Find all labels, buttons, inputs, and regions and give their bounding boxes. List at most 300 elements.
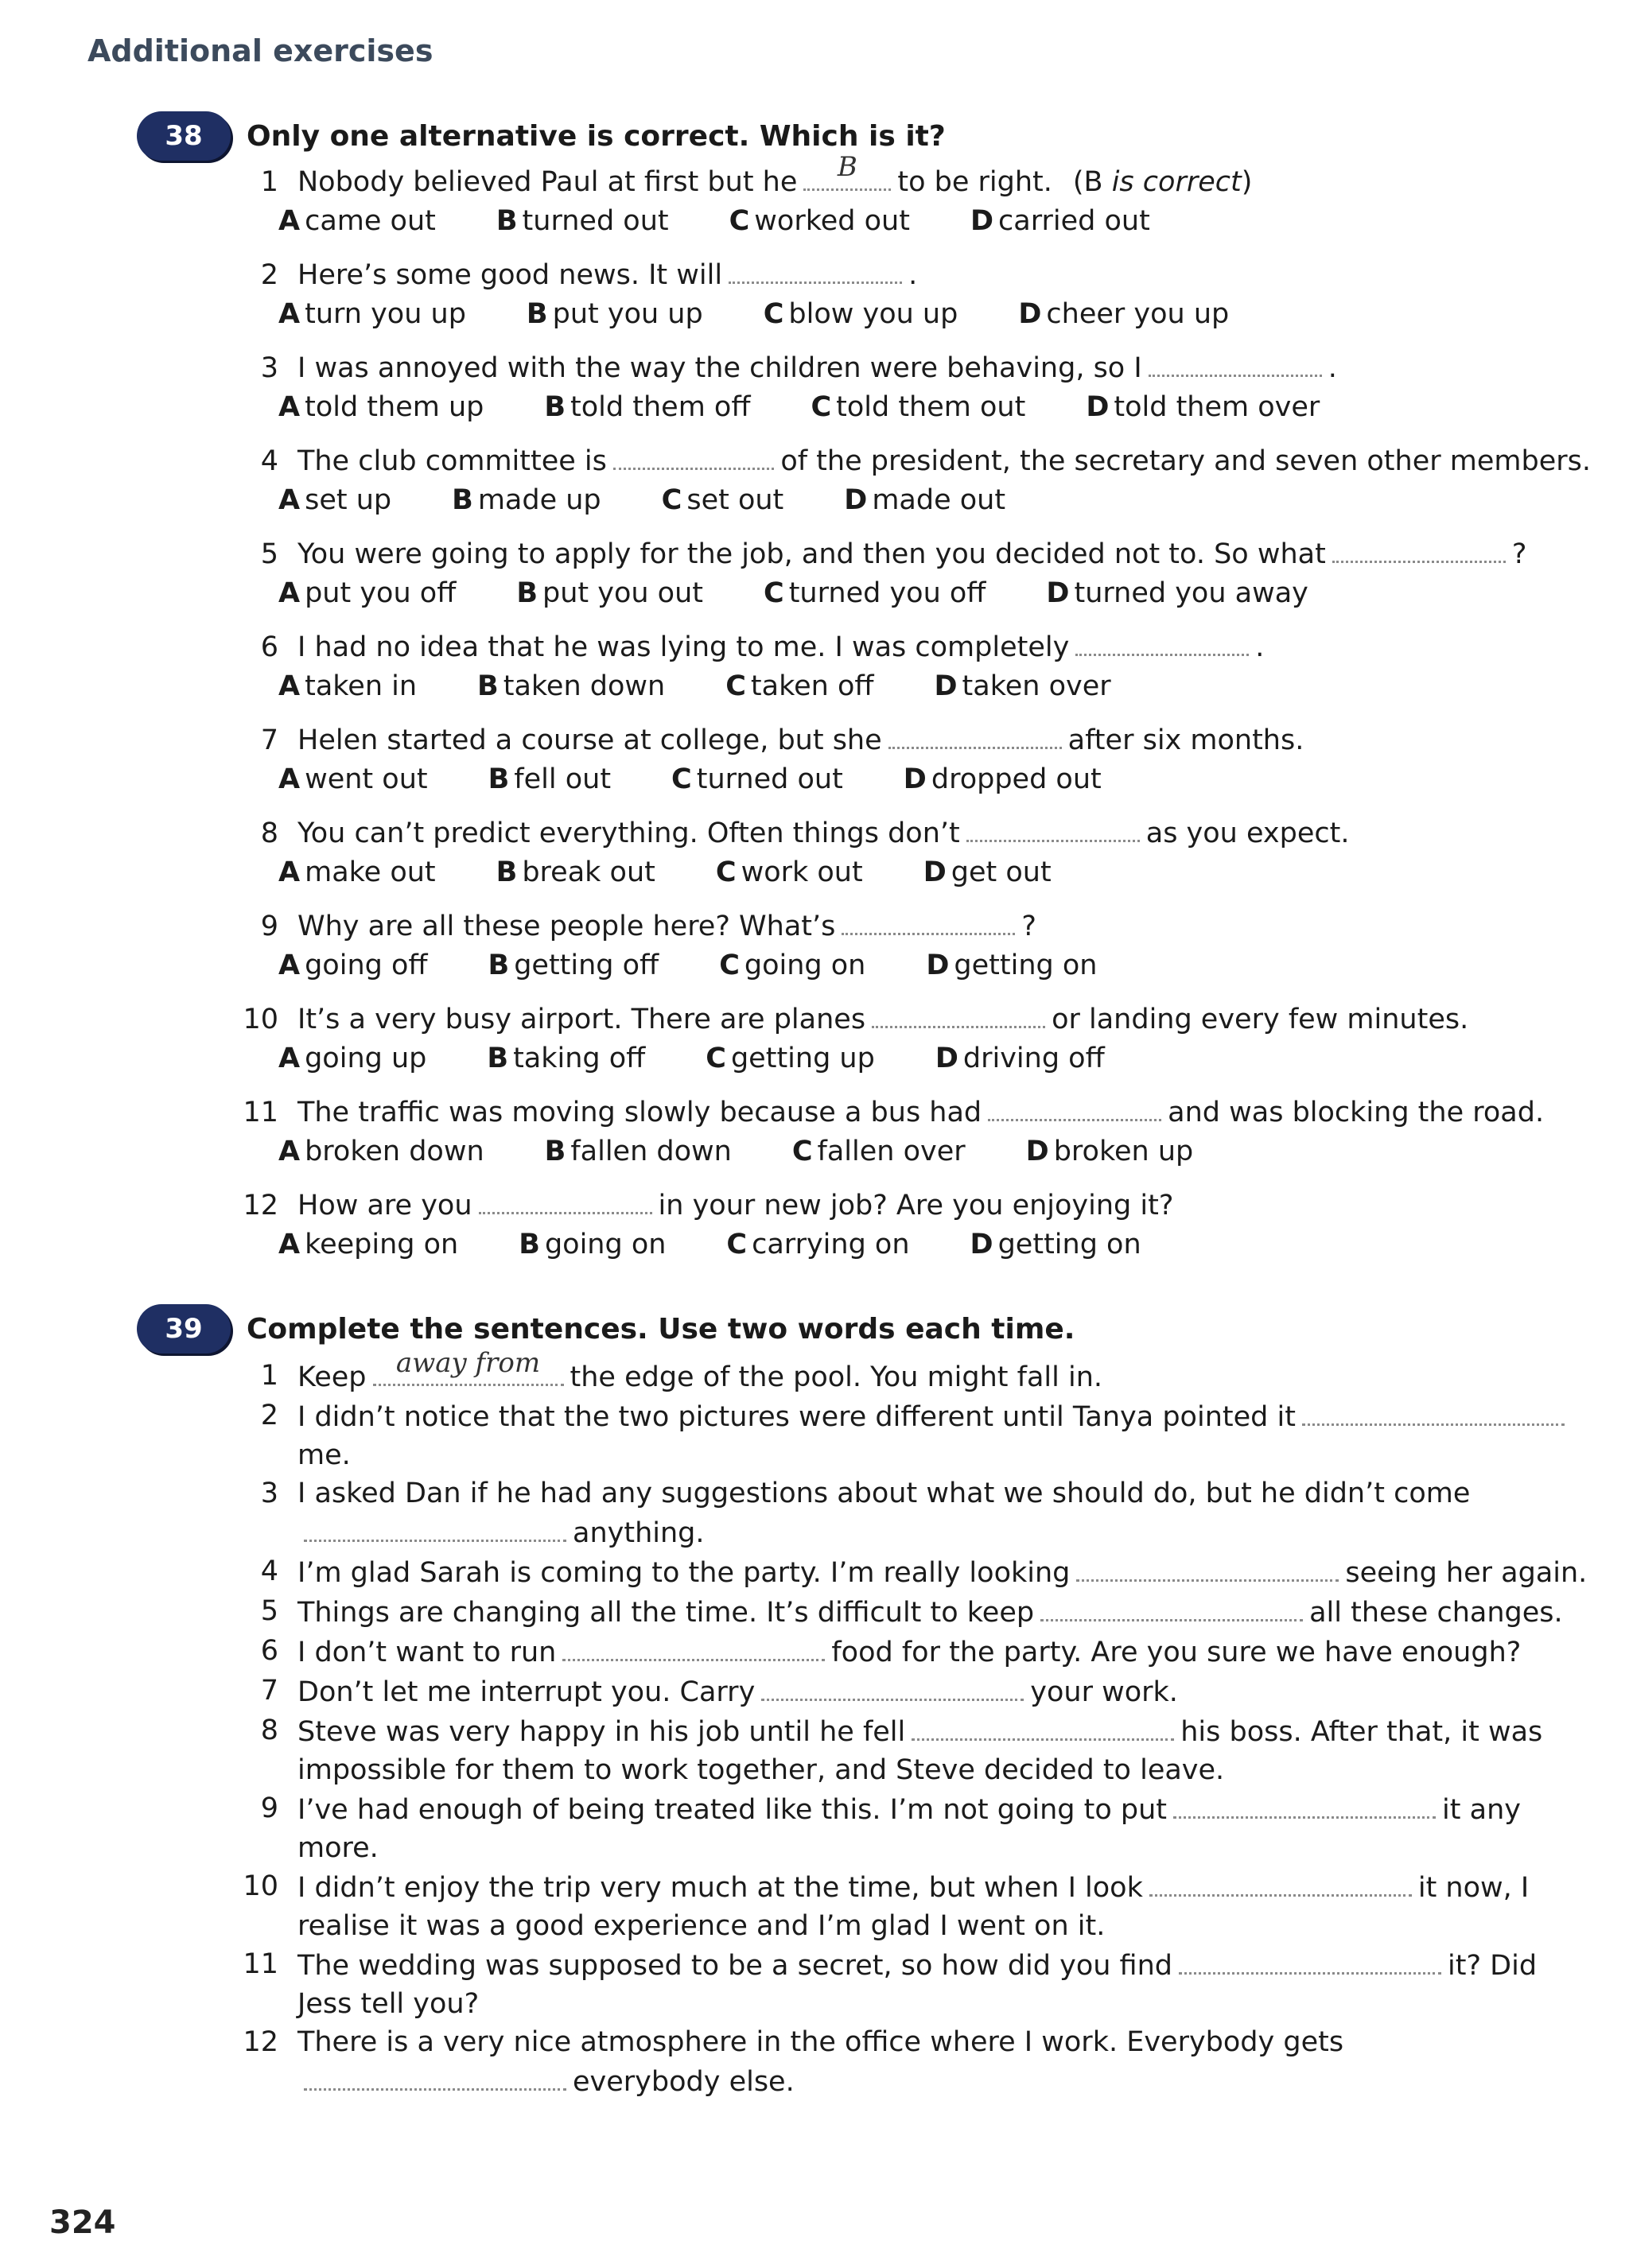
option-letter: D	[844, 484, 868, 516]
answer-blank[interactable]	[1149, 348, 1322, 377]
exercise-number-badge: 38	[137, 111, 231, 161]
option-letter: C	[671, 763, 692, 795]
option-text: fallen over	[817, 1136, 966, 1167]
question-item	[223, 1092, 1591, 1171]
option-letter: B	[487, 1043, 509, 1074]
answer-option[interactable]	[278, 574, 456, 612]
option-letter: A	[278, 298, 301, 330]
question-number: 12	[243, 1190, 278, 1221]
sentence-pre: Keep	[297, 1361, 367, 1393]
question-number: 10	[243, 1004, 278, 1035]
answer-option[interactable]	[452, 481, 601, 519]
option-letter: A	[278, 391, 301, 423]
answer-option[interactable]	[1018, 295, 1229, 333]
exercise-38-questions	[223, 151, 1591, 1278]
option-text: fell out	[514, 763, 612, 795]
option-letter: B	[488, 763, 510, 795]
answer-blank[interactable]	[1173, 1789, 1436, 1819]
option-letter: B	[526, 298, 548, 330]
sentence-number: 11	[243, 1948, 278, 1980]
question-text: It’s a very busy airport. There are planes	[297, 1004, 866, 1035]
question-text: You can’t predict everything. Often things don’t	[297, 817, 960, 849]
answer-blank[interactable]	[1149, 1867, 1412, 1897]
question-text: Here’s some good news. It will	[297, 259, 723, 291]
answer-option[interactable]	[729, 202, 910, 240]
sentence-post: it now, I realise it was a good experience and I’m glad I went on it.	[297, 1872, 1530, 1942]
option-text: getting up	[730, 1043, 875, 1074]
sentence-pre: I asked Dan if he had any suggestions about what we should do, but he didn’t come	[297, 1478, 1471, 1509]
option-letter: D	[1025, 1136, 1049, 1167]
option-letter: B	[496, 856, 518, 888]
answer-options	[223, 295, 1591, 333]
answer-blank[interactable]	[988, 1092, 1161, 1121]
question-number: 6	[260, 631, 278, 663]
sentence-text	[297, 1789, 1591, 1867]
sentence-post: everybody else.	[573, 2066, 795, 2098]
option-text: told them up	[305, 391, 484, 423]
option-text: fallen down	[570, 1136, 732, 1167]
question-text: The traffic was moving slowly because a bus had	[297, 1097, 982, 1128]
option-letter: A	[278, 577, 301, 609]
answer-option[interactable]	[970, 202, 1150, 240]
sentence-pre: I didn’t notice that the two pictures were different until Tanya pointed it	[297, 1401, 1296, 1433]
option-letter: B	[488, 950, 510, 981]
sentence-pre: Don’t let me interrupt you. Carry	[297, 1676, 756, 1708]
answer-options	[223, 388, 1591, 426]
answer-option[interactable]	[477, 667, 665, 705]
exercise-number-badge: 39	[137, 1304, 231, 1353]
sentence-number: 4	[260, 1555, 278, 1587]
option-text: came out	[305, 205, 436, 237]
sentence-post: me.	[297, 1439, 351, 1471]
answer-option[interactable]	[278, 1225, 458, 1264]
option-letter: C	[661, 484, 682, 516]
sentence-text	[297, 1474, 1591, 1552]
option-letter: D	[903, 763, 927, 795]
option-text: put you off	[305, 577, 457, 609]
option-text: work out	[741, 856, 863, 888]
option-letter: D	[923, 856, 947, 888]
answer-option[interactable]	[516, 574, 703, 612]
question-number: 3	[260, 352, 278, 384]
option-text: driving off	[962, 1043, 1105, 1074]
option-text: going up	[305, 1043, 427, 1074]
sentence-number: 12	[243, 2026, 278, 2058]
answer-option[interactable]	[278, 1132, 484, 1171]
question-text-end: .	[1255, 631, 1265, 663]
answer-blank[interactable]	[304, 1513, 566, 1542]
sentence-post: seeing her again.	[1345, 1557, 1588, 1589]
question-line	[223, 151, 1591, 202]
answer-blank[interactable]	[613, 441, 774, 470]
answer-option[interactable]	[527, 295, 703, 333]
sentence-item	[223, 1711, 1591, 1789]
sentence-post: your work.	[1030, 1676, 1178, 1708]
answer-option[interactable]	[671, 760, 843, 798]
answer-blank[interactable]	[761, 1672, 1024, 1701]
option-text: turned you away	[1074, 577, 1308, 609]
question-number: 9	[260, 911, 278, 942]
option-letter: B	[496, 205, 518, 237]
option-letter: D	[1018, 298, 1042, 330]
sentence-number: 7	[260, 1675, 278, 1707]
option-letter: A	[278, 763, 301, 795]
answer-blank[interactable]	[304, 2061, 566, 2091]
sentence-pre: The wedding was supposed to be a secret, so how did you find	[297, 1950, 1173, 1982]
option-text: cheer you up	[1046, 298, 1230, 330]
sentence-text	[297, 1632, 1591, 1672]
answer-blank[interactable]	[479, 1185, 652, 1214]
answer-option[interactable]	[544, 388, 750, 426]
option-letter: A	[278, 1136, 301, 1167]
sentence-text	[297, 2023, 1591, 2101]
sentence-post: food for the party. Are you sure we have enough?	[831, 1637, 1522, 1668]
answer-option[interactable]	[278, 667, 417, 705]
option-text: set out	[686, 484, 784, 516]
question-text: Nobody believed Paul at first but he	[297, 166, 798, 198]
question-line	[223, 999, 1591, 1039]
question-item	[223, 720, 1591, 798]
answer-blank[interactable]	[872, 999, 1045, 1028]
option-text: get out	[951, 856, 1052, 888]
answer-option[interactable]	[278, 295, 466, 333]
option-text: keeping on	[305, 1229, 459, 1260]
answer-option[interactable]	[716, 853, 863, 891]
answer-option[interactable]	[726, 1225, 909, 1264]
option-text: taken over	[962, 670, 1111, 702]
answer-option[interactable]	[278, 202, 436, 240]
sentence-post: it any more.	[297, 1794, 1521, 1864]
question-line	[223, 1092, 1591, 1132]
question-text-end: ?	[1511, 538, 1527, 570]
answer-option[interactable]	[278, 1039, 426, 1078]
question-line	[223, 1185, 1591, 1225]
note-close: )	[1241, 166, 1253, 198]
answer-option[interactable]	[278, 946, 428, 984]
question-text-end: ?	[1021, 911, 1036, 942]
sentence-item	[223, 1672, 1591, 1711]
page-number: 324	[49, 2204, 116, 2241]
answer-blank[interactable]	[729, 254, 902, 284]
option-letter: A	[278, 670, 301, 702]
answer-options	[223, 853, 1591, 891]
answer-option[interactable]	[1046, 574, 1308, 612]
option-text: turned you off	[788, 577, 986, 609]
option-text: broken down	[305, 1136, 484, 1167]
answer-blank[interactable]	[562, 1632, 825, 1661]
option-text: told them off	[570, 391, 751, 423]
sentence-number: 3	[260, 1478, 278, 1509]
option-letter: B	[544, 1136, 566, 1167]
answer-options	[223, 1132, 1591, 1171]
answer-blank[interactable]	[966, 813, 1140, 842]
question-text: How are you	[297, 1190, 472, 1221]
answer-blank[interactable]	[1302, 1396, 1565, 1426]
option-text: going off	[305, 950, 428, 981]
option-letter: C	[791, 1136, 813, 1167]
option-text: broken up	[1053, 1136, 1194, 1167]
answer-blank[interactable]	[373, 1347, 564, 1386]
sentence-text	[297, 1396, 1591, 1474]
option-letter: D	[970, 1229, 993, 1260]
answer-blank[interactable]	[1075, 627, 1249, 656]
answer-options	[223, 1039, 1591, 1078]
question-number: 2	[260, 259, 278, 291]
sentence-item	[223, 1867, 1591, 1945]
answer-option[interactable]	[935, 1039, 1105, 1078]
answer-option[interactable]	[844, 481, 1005, 519]
option-letter: C	[719, 950, 740, 981]
option-text: put you out	[542, 577, 704, 609]
sentence-number: 10	[243, 1870, 278, 1902]
sentence-post: it? Did Jess tell you?	[297, 1950, 1538, 2020]
sentence-post: all these changes.	[1309, 1597, 1563, 1629]
answer-option[interactable]	[706, 1039, 875, 1078]
answer-option[interactable]	[662, 481, 784, 519]
page-header: Additional exercises	[87, 33, 433, 68]
answer-option[interactable]	[496, 853, 655, 891]
question-line	[223, 348, 1591, 388]
option-letter: A	[278, 1229, 301, 1260]
question-text-end: in your new job? Are you enjoying it?	[658, 1190, 1174, 1221]
option-text: put you up	[552, 298, 703, 330]
option-text: dropped out	[931, 763, 1102, 795]
option-text: getting on	[997, 1229, 1141, 1260]
question-line	[223, 720, 1591, 760]
question-text-end: .	[1328, 352, 1337, 384]
question-number: 4	[260, 445, 278, 477]
option-letter: A	[278, 856, 301, 888]
option-text: getting off	[514, 950, 659, 981]
question-text-end: and was blocking the road.	[1168, 1097, 1545, 1128]
option-letter: B	[544, 391, 566, 423]
question-item	[223, 813, 1591, 891]
option-text: taken in	[305, 670, 418, 702]
sentence-text	[297, 1592, 1591, 1632]
sentence-item	[223, 1789, 1591, 1867]
option-text: made up	[477, 484, 601, 516]
sentence-number: 1	[260, 1360, 278, 1392]
sentence-post: the edge of the pool. You might fall in.	[570, 1361, 1103, 1393]
question-number: 1	[260, 166, 278, 198]
answer-blank[interactable]	[912, 1711, 1174, 1741]
option-letter: C	[706, 1043, 726, 1074]
option-text: told them over	[1114, 391, 1320, 423]
question-text-end: .	[908, 259, 918, 291]
question-text: I was annoyed with the way the children were behaving, so I	[297, 352, 1142, 384]
answer-option[interactable]	[1086, 388, 1320, 426]
sentence-text	[297, 1945, 1591, 2023]
handwritten-answer: away from	[395, 1347, 541, 1379]
option-letter: B	[519, 1229, 540, 1260]
answer-option[interactable]	[725, 667, 873, 705]
option-text: told them out	[836, 391, 1026, 423]
sentence-text	[297, 1867, 1591, 1945]
answer-option[interactable]	[488, 946, 659, 984]
answer-blank[interactable]	[888, 720, 1062, 749]
question-text-end: to be right.	[897, 166, 1052, 198]
question-line	[223, 534, 1591, 574]
question-item	[223, 906, 1591, 984]
option-letter: A	[278, 484, 301, 516]
question-line	[223, 813, 1591, 853]
option-letter: C	[726, 1229, 748, 1260]
question-number: 8	[260, 817, 278, 849]
sentence-text	[297, 1711, 1591, 1789]
sentence-pre: There is a very nice atmosphere in the office where I work. Everybody gets	[297, 2026, 1344, 2058]
option-text: break out	[522, 856, 655, 888]
note-open: (B	[1072, 166, 1112, 198]
exercise-39-sentences	[223, 1347, 1591, 2101]
question-item	[223, 1185, 1591, 1264]
sentence-item	[223, 1632, 1591, 1672]
option-letter: D	[970, 205, 994, 237]
option-text: carrying on	[752, 1229, 910, 1260]
question-item	[223, 254, 1591, 333]
answer-option[interactable]	[545, 1132, 732, 1171]
sentence-post: anything.	[573, 1517, 705, 1549]
question-item	[223, 348, 1591, 426]
answer-blank[interactable]	[803, 151, 891, 191]
answer-options	[223, 574, 1591, 612]
sentence-item	[223, 1945, 1591, 2023]
answer-option[interactable]	[970, 1225, 1141, 1264]
answer-options	[223, 667, 1591, 705]
option-text: getting on	[954, 950, 1098, 981]
option-letter: B	[477, 670, 499, 702]
option-text: made out	[872, 484, 1006, 516]
option-letter: A	[278, 950, 301, 981]
sentence-number: 5	[260, 1595, 278, 1627]
question-line	[223, 627, 1591, 667]
question-item	[223, 999, 1591, 1078]
option-letter: C	[764, 577, 784, 609]
note-italic: is correct	[1111, 166, 1242, 198]
sentence-item	[223, 1474, 1591, 1552]
handwritten-answer: B	[837, 151, 857, 183]
sentence-item	[223, 1396, 1591, 1474]
answer-option[interactable]	[278, 481, 391, 519]
answer-option[interactable]	[923, 853, 1052, 891]
question-text: The club committee is	[297, 445, 607, 477]
answer-option[interactable]	[792, 1132, 966, 1171]
sentence-pre: I didn’t enjoy the trip very much at the time, but when I look	[297, 1872, 1143, 1904]
answer-option[interactable]	[904, 760, 1102, 798]
answer-option[interactable]	[488, 760, 611, 798]
option-letter: C	[811, 391, 832, 423]
sentence-number: 6	[260, 1635, 278, 1667]
option-letter: D	[1046, 577, 1070, 609]
answer-blank[interactable]	[1040, 1592, 1303, 1621]
answer-options	[223, 1225, 1591, 1264]
answer-option[interactable]	[926, 946, 1097, 984]
question-item	[223, 627, 1591, 705]
answer-option[interactable]	[1026, 1132, 1194, 1171]
option-letter: A	[278, 205, 301, 237]
option-text: taken down	[503, 670, 666, 702]
answer-option[interactable]	[764, 574, 986, 612]
question-text: I had no idea that he was lying to me. I was completely	[297, 631, 1070, 663]
option-text: worked out	[754, 205, 910, 237]
question-number: 7	[260, 724, 278, 756]
answer-option[interactable]	[719, 946, 865, 984]
sentence-item	[223, 1552, 1591, 1592]
answer-option[interactable]	[487, 1039, 645, 1078]
sentence-text	[297, 1347, 1591, 1396]
sentence-pre: Things are changing all the time. It’s difficult to keep	[297, 1597, 1035, 1629]
example-note	[1073, 162, 1252, 202]
answer-option[interactable]	[278, 760, 428, 798]
answer-options	[223, 202, 1591, 240]
answer-options	[223, 760, 1591, 798]
answer-option[interactable]	[764, 295, 958, 333]
question-text: Why are all these people here? What’s	[297, 911, 836, 942]
sentence-post: his boss. After that, it was impossible for them to work together, and Steve decided to leave.	[297, 1716, 1543, 1786]
option-text: blow you up	[788, 298, 958, 330]
answer-blank[interactable]	[1179, 1945, 1441, 1975]
sentence-item	[223, 1592, 1591, 1632]
question-text-end: as you expect.	[1145, 817, 1350, 849]
sentence-item	[223, 1347, 1591, 1396]
answer-option[interactable]	[519, 1225, 666, 1264]
option-letter: C	[729, 205, 750, 237]
sentence-number: 8	[260, 1715, 278, 1746]
option-letter: C	[763, 298, 784, 330]
answer-blank[interactable]	[1332, 534, 1506, 563]
answer-option[interactable]	[278, 853, 436, 891]
question-text: You were going to apply for the job, and then you decided not to. So what	[297, 538, 1326, 570]
option-text: turned out	[522, 205, 669, 237]
answer-option[interactable]	[278, 388, 484, 426]
option-text: make out	[305, 856, 436, 888]
question-line	[223, 906, 1591, 946]
option-text: went out	[305, 763, 428, 795]
question-item	[223, 441, 1591, 519]
sentence-number: 2	[260, 1400, 278, 1431]
sentence-number: 9	[260, 1792, 278, 1824]
option-letter: D	[934, 670, 958, 702]
option-letter: A	[278, 1043, 301, 1074]
answer-option[interactable]	[496, 202, 669, 240]
answer-blank[interactable]	[842, 906, 1015, 935]
sentence-pre: I don’t want to run	[297, 1637, 557, 1668]
question-text: Helen started a course at college, but she	[297, 724, 882, 756]
sentence-pre: I’ve had enough of being treated like this. I’m not going to put	[297, 1794, 1168, 1826]
option-text: turned out	[696, 763, 843, 795]
exercise-instruction: Complete the sentences. Use two words each time.	[247, 1312, 1075, 1346]
question-line	[223, 254, 1591, 295]
answer-option[interactable]	[811, 388, 1025, 426]
sentence-pre: I’m glad Sarah is coming to the party. I’m really looking	[297, 1557, 1071, 1589]
sentence-pre: Steve was very happy in his job until he fell	[297, 1716, 906, 1748]
question-item	[223, 534, 1591, 612]
question-number: 5	[260, 538, 278, 570]
question-text-end: after six months.	[1067, 724, 1304, 756]
option-letter: B	[516, 577, 538, 609]
answer-options	[223, 481, 1591, 519]
sentence-item	[223, 2023, 1591, 2101]
option-letter: C	[715, 856, 737, 888]
sentence-text	[297, 1672, 1591, 1711]
answer-options	[223, 946, 1591, 984]
option-letter: B	[452, 484, 473, 516]
sentence-text	[297, 1552, 1591, 1592]
question-line	[223, 441, 1591, 481]
answer-blank[interactable]	[1076, 1552, 1339, 1582]
question-text-end: or landing every few minutes.	[1052, 1004, 1469, 1035]
exercise-instruction: Only one alternative is correct. Which is it?	[247, 119, 946, 153]
answer-option[interactable]	[934, 667, 1110, 705]
